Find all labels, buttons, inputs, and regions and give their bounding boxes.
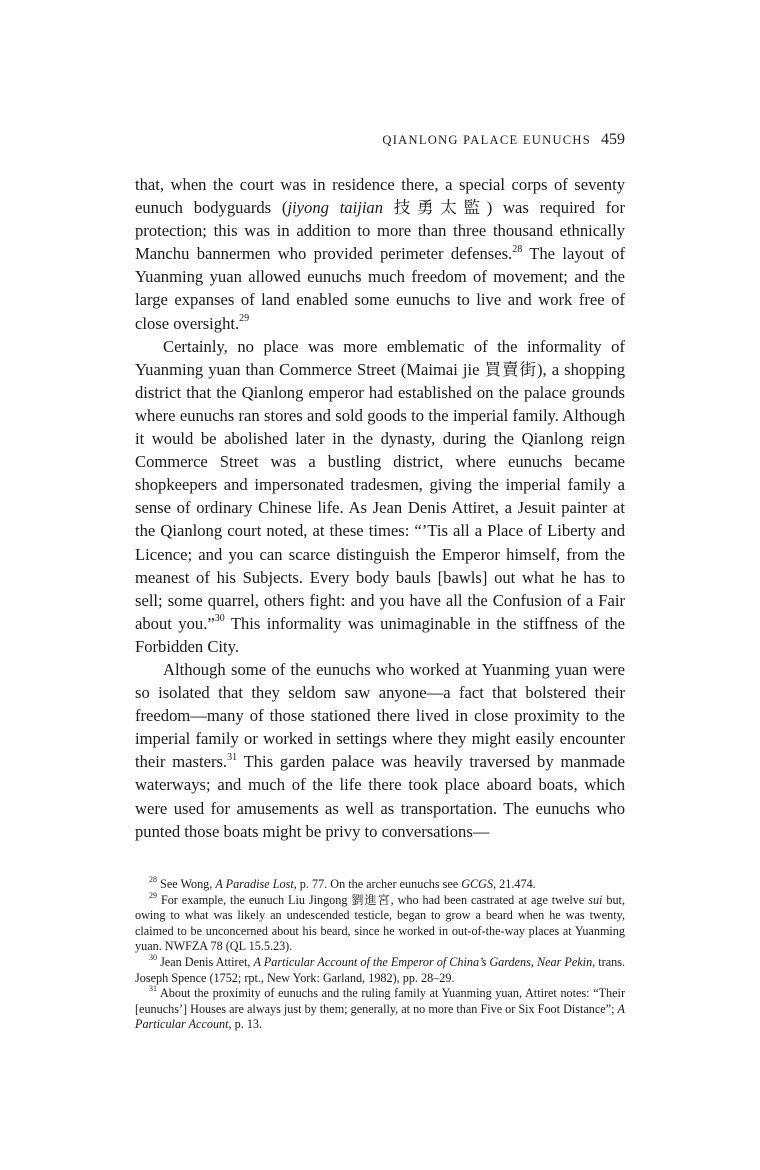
text-run: , trans. Joseph Spence (1752; rpt., New York: Garland, 1982), pp. 28–29.	[135, 954, 626, 985]
book-title: A Paradise Lost	[215, 877, 294, 891]
main-text	[135, 173, 625, 843]
footnote-29	[135, 890, 625, 955]
text-run: For example, the eunuch Liu Jingong 劉進宮, who had been castrated at age twelve	[160, 892, 589, 907]
footnote-number: 30	[149, 952, 157, 962]
italic-term: sui	[588, 892, 603, 907]
text-run: but, owing to what was likely an undescended testicle, began to grow a beard when he was twenty, claimed to be unconcerned about his beard, since he worked in out-of-the-way places at Yuanming yuan. NWFZA 78 (QL 15.5.23).	[135, 892, 625, 954]
paragraph-2	[135, 335, 625, 658]
text-run: The layout of Yuanming yuan allowed eunuchs much freedom of movement; and the large expanses of land enabled some eunuchs to live and work free of close oversight.	[135, 244, 625, 333]
footnote-ref-31[interactable]: 31	[227, 751, 238, 763]
source-abbrev: GCGS	[461, 877, 494, 891]
footnote-number: 31	[149, 984, 157, 994]
text-run: Certainly, no place was more emblematic of the informality of Yuanming yuan than Commerce Street (Maimai jie 買賣街), a shopping district that the Qianlong emperor had established on the palace grounds where eunuchs ran stores and sold goods to the imperial family. Although it would be abolished later in the dynasty, during the Qianlong reign Commerce Street was a bustling district, where eunuchs became shopkeepers and impersonated tradesmen, giving the imperial family a sense of ordinary Chinese life. As Jean Denis Attiret, a Jesuit painter at the Qianlong court noted, at these times: “’Tis all a Place of Liberty and Licence; and you can scarce distinguish the Emperor himself, from the meanest of his Subjects. Every body bauls [bawls] out what he has to sell; some quarrel, others fight: and you have all the Confusion of a Fair about you.”	[135, 336, 625, 633]
text-run: that, when the court was in residence there, a special corps of seventy eunuch bodyguards (	[135, 175, 625, 218]
text-run: 技勇太監) was required for protection; this was in addition to more than three thousand ethnically Manchu bannermen who provided perimeter defenses.	[135, 198, 625, 264]
text-run: This garden palace was heavily traversed by manmade waterways; and much of the life there took place aboard boats, which were used for amusements as well as transportation. The eunuchs who punted those boats might be privy to conversations—	[135, 752, 625, 841]
page-number: 459	[601, 131, 625, 148]
running-header	[135, 131, 625, 149]
footnote-30	[135, 952, 626, 986]
text-run: Although some of the eunuchs who worked at Yuanming yuan were so isolated that they seldom saw anyone—a fact that bolstered their freedom—many of those stationed there lived in close proximity to the imperial family or worked in settings where they might easily encounter their masters.	[135, 659, 625, 772]
text-run: Jean Denis Attiret,	[160, 954, 254, 969]
paragraph-1	[135, 173, 625, 335]
footnote-ref-29[interactable]: 29	[239, 313, 250, 325]
italic-term: jiyong taijian	[287, 198, 384, 218]
paragraph-3	[135, 658, 625, 843]
text-run: , p. 13.	[228, 1017, 263, 1032]
text-run: This informality was unimaginable in the stiffness of the Forbidden City.	[135, 613, 625, 656]
book-title: A Particular Account of the Emperor of China’s Gardens, Near Pekin	[253, 954, 593, 969]
text-run: , p. 77. On the archer eunuchs see	[293, 877, 462, 891]
text-run: , 21.474.	[493, 877, 536, 891]
footnote-31	[135, 986, 625, 1033]
footnotes	[135, 874, 626, 1033]
running-title: QIANLONG PALACE EUNUCHS	[382, 133, 591, 147]
footnote-ref-28[interactable]: 28	[512, 243, 523, 255]
text-run: About the proximity of eunuchs and the ruling family at Yuanming yuan, Attiret notes: “Their [eunuchs’] Houses are always just by them; generally, at no more than Five or Six Foot Distance”;	[135, 986, 625, 1016]
footnote-28	[135, 874, 625, 893]
footnote-number: 28	[149, 874, 157, 884]
book-title: A Particular Account	[135, 1001, 625, 1032]
footnote-ref-30[interactable]: 30	[214, 613, 225, 625]
text-run: See Wong,	[160, 877, 216, 891]
footnote-number: 29	[149, 890, 157, 900]
